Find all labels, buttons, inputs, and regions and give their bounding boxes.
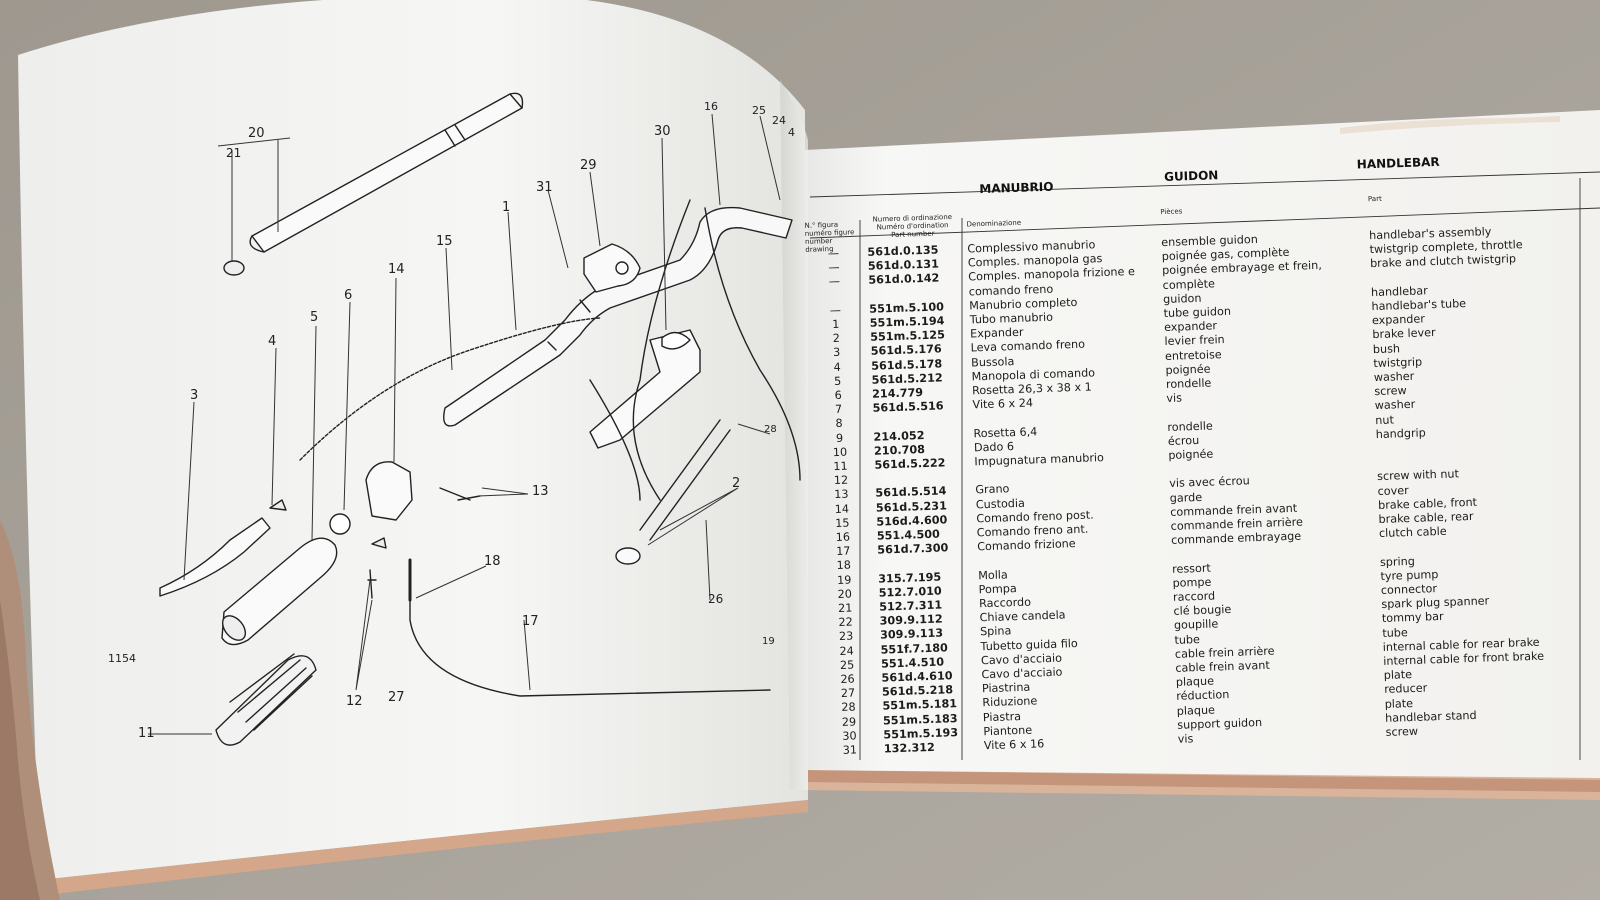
row-name-it: Piantone: [983, 723, 1033, 739]
row-name-en: connector: [1380, 582, 1438, 597]
row-figure: 2: [832, 331, 841, 346]
row-figure: 22: [838, 615, 854, 630]
row-figure: 11: [833, 459, 848, 474]
callout-15: 15: [436, 234, 453, 249]
callout-25: 25: [752, 104, 766, 117]
row-name-it: Dado 6: [973, 439, 1015, 455]
row-figure: 19: [836, 573, 852, 587]
row-name-it: Bussola: [970, 354, 1015, 370]
row-figure: [823, 289, 847, 290]
row-name-fr: complète: [1162, 276, 1216, 292]
row-figure: 4: [833, 360, 841, 374]
row-name-en: reducer: [1384, 681, 1428, 697]
row-name-fr: ressort: [1171, 561, 1212, 576]
row-name-en: handlebar stand: [1384, 708, 1477, 725]
row-name-fr: réduction: [1176, 688, 1230, 704]
row-part-number: 561d.0.131: [867, 257, 940, 273]
row-name-en: tyre pump: [1380, 567, 1439, 583]
row-part-number: 551m.5.194: [869, 314, 945, 330]
column-fr: Pièces: [1160, 207, 1183, 217]
row-name-en: screw: [1385, 724, 1419, 739]
row-name-it: Comples. manopola gas: [967, 252, 1103, 270]
row-part-number: 561d.0.135: [867, 243, 939, 259]
row-part-number: 561d.5.176: [870, 342, 942, 359]
callout-18: 18: [484, 554, 501, 569]
row-name-it: Chiave candela: [979, 608, 1066, 625]
row-name-it: Tubetto guida filo: [980, 636, 1078, 653]
column-number: Numero di ordinazione Numéro d'ordination Part number: [872, 212, 953, 240]
row-figure: 8: [835, 417, 843, 431]
row-name-en: handgrip: [1375, 426, 1426, 441]
row-name-en: internal cable for front brake: [1383, 649, 1545, 668]
row-name-it: Complessivo manubrio: [967, 238, 1096, 256]
row-name-en: handlebar's assembly: [1368, 225, 1492, 243]
row-name-it: Pompa: [978, 581, 1017, 597]
row-name-fr: poignée: [1168, 447, 1214, 462]
row-name-it: Comples. manopola frizione e: [968, 265, 1136, 284]
row-part-number: 561d.5.516: [872, 399, 944, 415]
row-name-en: handlebar: [1370, 284, 1428, 299]
row-name-fr: commande embrayage: [1170, 529, 1302, 548]
row-name-it: Expander: [969, 325, 1024, 341]
row-part-number: 561d.5.218: [881, 683, 954, 699]
callout-17: 17: [522, 614, 539, 629]
row-name-en: brake and clutch twistgrip: [1369, 252, 1517, 271]
row-figure: —: [828, 275, 841, 289]
row-figure: 26: [840, 672, 855, 686]
callout-31: 31: [536, 180, 553, 195]
row-name-fr: poignée: [1165, 362, 1211, 377]
row-part-number: 214.779: [871, 386, 924, 401]
row-name-it: Spina: [979, 624, 1012, 639]
row-name-fr: vis: [1177, 732, 1194, 746]
row-name-fr: vis avec écrou: [1169, 474, 1250, 491]
row-name-fr: clé bougie: [1173, 603, 1232, 619]
callout-3: 3: [190, 388, 199, 403]
callout-13: 13: [532, 484, 549, 499]
row-name-it: Vite 6 x 16: [983, 737, 1045, 753]
header-en: HANDLEBAR: [1356, 154, 1440, 172]
row-figure: 15: [835, 516, 850, 530]
row-part-number: 561d.4.610: [881, 669, 953, 685]
row-name-en: screw: [1374, 384, 1407, 399]
row-name-fr: support guidon: [1177, 715, 1263, 732]
row-part-number: 551m.5.183: [882, 711, 958, 728]
row-name-fr: poignée gas, complète: [1161, 246, 1290, 264]
row-name-it: Rosetta 6,4: [973, 424, 1038, 440]
row-figure: 13: [834, 487, 849, 502]
row-figure: 12: [833, 473, 849, 488]
row-figure: 1: [832, 317, 840, 332]
row-name-it: Grano: [975, 482, 1010, 497]
row-name-fr: vis: [1166, 391, 1183, 406]
row-figure: 18: [836, 558, 852, 573]
row-name-it: Riduzione: [982, 694, 1038, 710]
row-part-number: 551m.5.181: [882, 697, 958, 713]
row-part-number: 551m.5.125: [870, 328, 946, 344]
column-it: Denominazione: [966, 218, 1022, 229]
row-part-number: 210.708: [873, 442, 926, 458]
callout-29: 29: [580, 158, 597, 173]
row-name-it: Comando frizione: [977, 537, 1076, 554]
row-name-it: Comando freno ant.: [976, 522, 1089, 540]
column-en: Part: [1367, 194, 1382, 204]
row-figure: 6: [834, 388, 842, 402]
callout-28: 28: [764, 424, 777, 435]
parts-table: [800, 123, 1600, 769]
row-figure: 9: [835, 431, 844, 445]
row-name-en: plate: [1383, 668, 1413, 683]
row-part-number: 214.052: [873, 428, 925, 444]
row-figure: —: [829, 303, 842, 317]
callout-24: 24: [772, 114, 786, 127]
row-part-number: 551f.7.180: [880, 640, 949, 657]
row-name-it: Leva comando freno: [970, 338, 1086, 355]
callout-27: 27: [388, 690, 405, 705]
row-name-fr: tube: [1174, 632, 1201, 647]
row-figure: 20: [837, 587, 853, 601]
row-figure: 3: [832, 346, 841, 360]
row-part-number: 551.4.510: [880, 655, 945, 671]
row-name-fr: commande frein arrière: [1170, 515, 1304, 533]
callout-14: 14: [388, 262, 405, 277]
row-name-en: tommy bar: [1381, 610, 1444, 626]
row-name-fr: plaque: [1176, 703, 1216, 718]
row-figure: —: [828, 260, 840, 275]
row-figure: 30: [842, 729, 857, 743]
header-it: MANUBRIO: [979, 179, 1054, 197]
row-name-en: twistgrip complete, throttle: [1369, 238, 1523, 257]
row-part-number: 561d.7.300: [877, 541, 949, 557]
row-name-en: twistgrip: [1373, 355, 1423, 370]
row-name-fr: raccord: [1172, 589, 1216, 604]
row-figure: 14: [834, 502, 850, 516]
row-name-fr: commande frein avant: [1169, 501, 1298, 519]
row-name-it: Raccordo: [978, 595, 1032, 611]
row-name-fr: écrou: [1167, 433, 1200, 448]
row-figure: 25: [839, 658, 855, 672]
row-name-fr: rondelle: [1167, 419, 1213, 434]
row-figure: 5: [833, 374, 842, 388]
row-name-en: clutch cable: [1378, 524, 1447, 541]
row-name-en: bush: [1372, 341, 1401, 356]
row-figure: 16: [835, 530, 851, 545]
callout-20: 20: [248, 126, 265, 141]
row-name-it: Piastra: [982, 709, 1022, 724]
row-name-en: expander: [1371, 312, 1426, 328]
row-part-number: 309.9.112: [879, 612, 943, 628]
row-name-fr: expander: [1163, 319, 1218, 335]
row-part-number: 561d.5.212: [871, 371, 943, 387]
row-name-it: Manopola di comando: [971, 366, 1096, 384]
callout-2: 2: [732, 476, 741, 491]
row-name-en: plate: [1384, 696, 1414, 711]
callout-12: 12: [346, 694, 363, 709]
row-part-number: 512.7.311: [878, 598, 943, 614]
row-figure: —: [827, 246, 840, 261]
row-part-number: 132.312: [883, 740, 936, 756]
row-name-it: Manubrio completo: [969, 295, 1078, 313]
row-name-it: Rosetta 26,3 x 38 x 1: [971, 380, 1092, 398]
row-part-number: 309.9.113: [879, 626, 944, 642]
row-name-en: brake lever: [1372, 326, 1436, 342]
callout-26: 26: [708, 592, 724, 606]
row-part-number: 512.7.010: [878, 584, 942, 600]
row-name-fr: pompe: [1172, 575, 1212, 590]
row-figure: 10: [832, 445, 848, 459]
row-figure: 17: [835, 544, 851, 559]
left-page: [18, 0, 808, 880]
row-name-en: tube: [1382, 625, 1409, 640]
row-name-it: Tubo manubrio: [969, 310, 1054, 327]
callout-5: 5: [310, 310, 319, 325]
row-name-fr: goupille: [1173, 617, 1219, 633]
row-part-number: 561d.5.178: [870, 357, 943, 373]
row-part-number: 315.7.195: [878, 570, 942, 586]
row-figure: 7: [834, 402, 843, 417]
row-name-fr: levier frein: [1164, 333, 1225, 349]
row-name-fr: poignée embrayage et frein,: [1161, 259, 1323, 278]
row-name-en: brake cable, rear: [1378, 509, 1474, 527]
callout-1: 1: [502, 200, 511, 215]
row-part-number: 551m.5.100: [869, 300, 945, 316]
callout-30: 30: [654, 124, 671, 139]
row-name-fr: tube guidon: [1163, 304, 1232, 321]
row-name-en: spark plug spanner: [1381, 594, 1490, 612]
row-part-number: 551m.5.193: [883, 725, 959, 742]
row-name-it: Cavo d'acciaio: [980, 651, 1063, 668]
row-figure: 21: [837, 601, 853, 615]
row-name-en: brake cable, front: [1377, 495, 1478, 512]
row-name-it: Custodia: [975, 496, 1026, 511]
row-figure: 31: [842, 743, 858, 757]
row-figure: 24: [839, 644, 854, 658]
row-part-number: 561d.0.142: [868, 271, 940, 288]
row-name-fr: rondelle: [1165, 376, 1212, 391]
row-figure: 28: [841, 700, 856, 715]
row-name-it: Impugnatura manubrio: [974, 451, 1105, 469]
callout-4: 4: [268, 334, 277, 349]
row-name-en: spring: [1379, 554, 1416, 569]
row-name-it: comando freno: [968, 282, 1054, 299]
row-name-it: Molla: [977, 567, 1008, 582]
row-name-fr: cable frein arrière: [1174, 644, 1275, 661]
row-figure: 27: [840, 686, 856, 701]
row-name-en: washer: [1373, 369, 1415, 385]
callout-21: 21: [226, 146, 242, 160]
row-figure: 29: [841, 715, 857, 729]
row-name-en: cover: [1377, 483, 1409, 498]
row-name-fr: entretoise: [1164, 347, 1222, 363]
row-name-it: Piastrina: [981, 680, 1031, 696]
callout-4-top: 4: [788, 126, 795, 139]
figure-number: 1154: [108, 652, 136, 665]
row-part-number: 516d.4.600: [876, 513, 948, 529]
row-name-it: Cavo d'acciaio: [981, 665, 1063, 682]
callout-11: 11: [138, 726, 155, 741]
row-name-en: internal cable for rear brake: [1382, 635, 1540, 654]
row-name-en: screw with nut: [1376, 467, 1460, 484]
row-name-fr: garde: [1169, 490, 1203, 505]
row-name-fr: cable frein avant: [1175, 658, 1270, 675]
row-part-number: 561d.5.514: [875, 484, 947, 501]
row-part-number: 561d.5.222: [874, 456, 946, 472]
row-part-number: 561d.5.231: [875, 498, 948, 515]
row-name-fr: guidon: [1162, 291, 1202, 306]
row-name-en: washer: [1374, 398, 1416, 413]
callout-16: 16: [704, 100, 718, 113]
row-name-en: nut: [1375, 413, 1395, 427]
row-name-fr: ensemble guidon: [1161, 232, 1259, 250]
row-name-it: Vite 6 x 24: [972, 396, 1034, 412]
row-part-number: 551.4.500: [876, 527, 941, 543]
callout-6: 6: [344, 288, 353, 303]
row-name-fr: plaque: [1175, 674, 1215, 690]
row-figure: 23: [838, 629, 854, 644]
column-figure: N.° figura numéro figure number drawing: [804, 220, 855, 254]
row-name-en: handlebar's tube: [1371, 297, 1467, 314]
callout-19: 19: [762, 636, 775, 647]
header-fr: GUIDON: [1163, 168, 1219, 184]
row-name-it: Comando freno post.: [976, 508, 1094, 526]
